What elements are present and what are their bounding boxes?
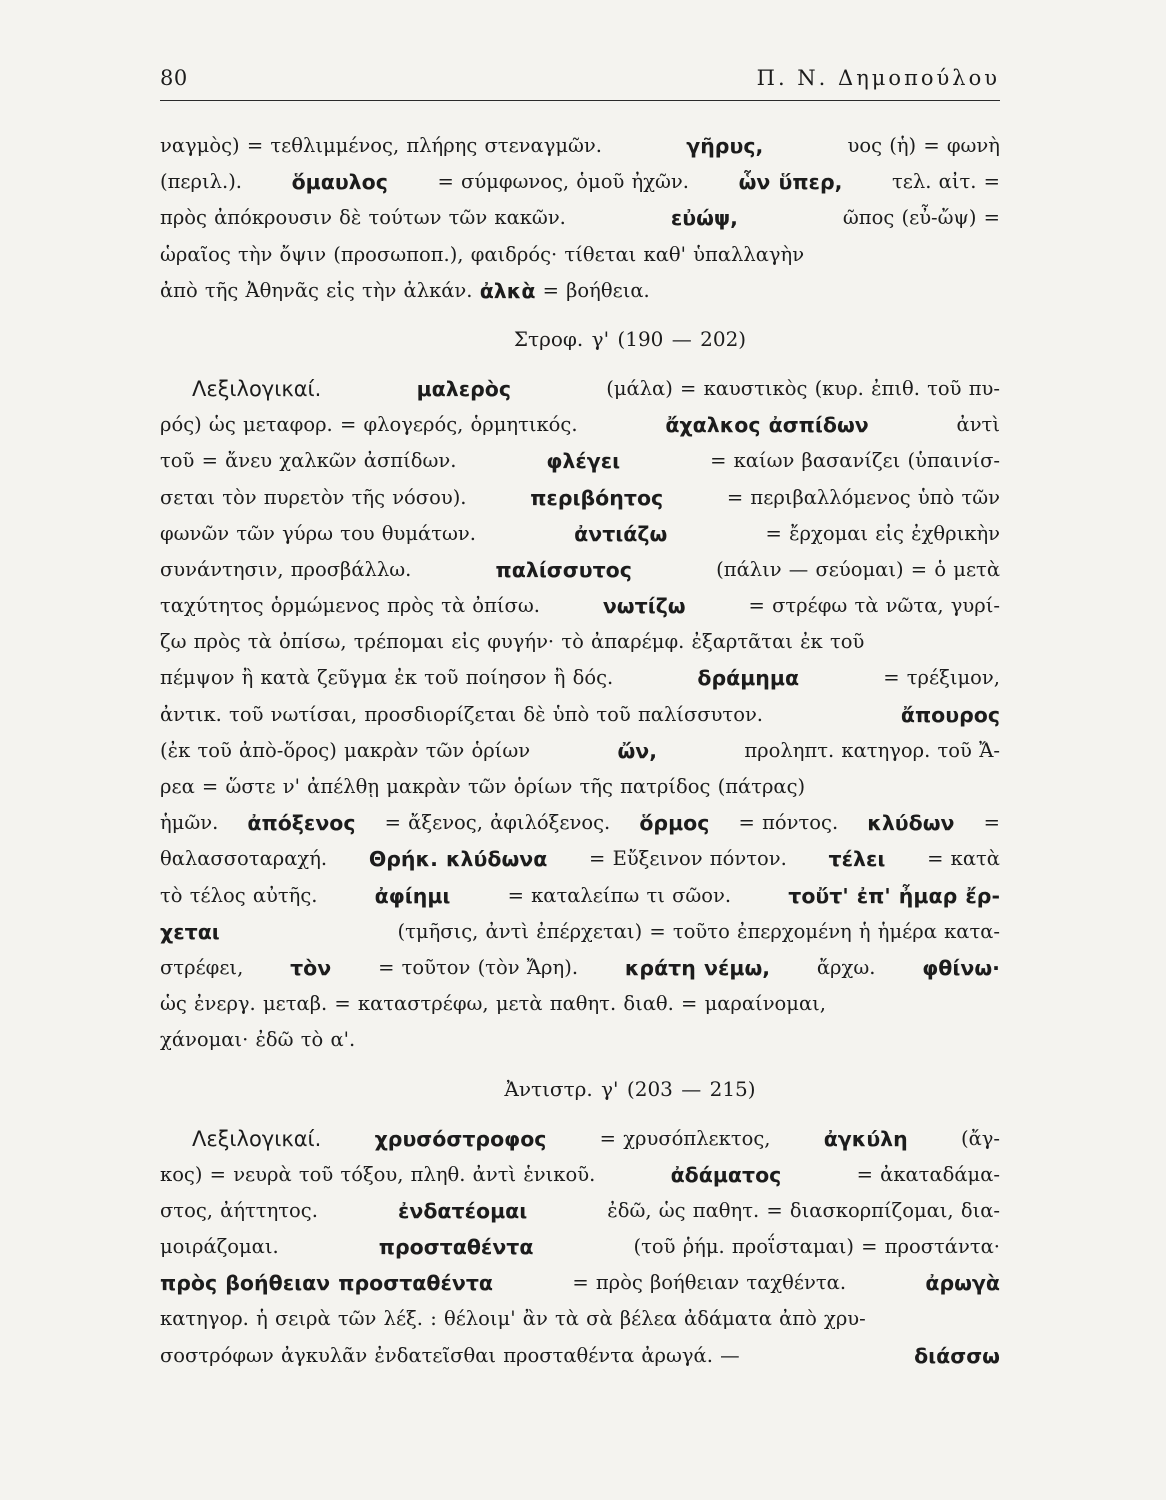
text-line: τοῦ = ἄνευ χαλκῶν ἀσπίδων. φλέγει = καίων βασανίζει (ὑπαινίσ- [160, 443, 1000, 479]
lemma: ἀντιάζω [574, 521, 668, 546]
text-line: θαλασσοταραχή. Θρήκ. κλύδωνα = Εὔξεινον πόντον. τέλει = κατὰ [160, 841, 1000, 877]
text-line: πέμψον ἢ κατὰ ζεῦγμα ἐκ τοῦ ποίησον ἢ δός. δράμημα = τρέξιμον, [160, 660, 1000, 696]
text-line: συνάντησιν, προσβάλλω. παλίσσυτος (πάλιν — σεύομαι) = ὁ μετὰ [160, 552, 1000, 588]
lemma: διάσσω [914, 1343, 1000, 1368]
lemma: τέλει [828, 847, 886, 872]
text-line: σεται τὸν πυρετὸν τῆς νόσου). περιβόητος = περιβαλλόμενος ὑπὸ τῶν [160, 480, 1000, 516]
lemma: περιβόητος [530, 485, 664, 510]
lemma: γῆρυς, [686, 134, 764, 158]
lemma: κράτη νέμω, [624, 955, 771, 980]
lemma: ὅμαυλος [291, 170, 388, 195]
lemma: μαλερὸς [416, 376, 512, 401]
lemma: ἄπουρος [900, 702, 1000, 727]
lemma: Θρήκ. κλύδωνα [368, 847, 548, 872]
text-line: ναγμὸς) = τεθλιμμένος, πλήρης στεναγμῶν. γῆρυς, υος (ἡ) = φωνὴ [160, 128, 1000, 164]
lemma: παλίσσυτος [495, 557, 632, 582]
page-number: 80 [160, 66, 188, 90]
lemma: φθίνω· [922, 955, 1000, 980]
header-rule [160, 100, 1000, 101]
lemma: ἀφίημι [374, 883, 451, 908]
text-line: ἀντικ. τοῦ νωτίσαι, προσδιορίζεται δὲ ὑπὸ τοῦ παλίσσυτον. ἄπουρος [160, 697, 1000, 733]
text-line: (περιλ.). ὅμαυλος = σύμφωνος, ὁμοῦ ἠχῶν. ὧν ὕπερ, τελ. αἰτ. = [160, 164, 1000, 200]
text-line: μοιράζομαι. προσταθέντα (τοῦ ῥήμ. προΐσταμαι) = προστάντα· [160, 1229, 1000, 1265]
subheading-lexical: Λεξιλογικαί. [192, 1126, 322, 1151]
lemma: τοὔτ' ἐπ' ἦμαρ ἔρ- [788, 883, 1000, 908]
lemma: ἀδάματος [670, 1162, 782, 1187]
text-line: κατηγορ. ἡ σειρὰ τῶν λέξ. : θέλοιμ' ἂν τὰ σὰ βέλεα ἀδάματα ἀπὸ χρυ- [160, 1307, 866, 1331]
text-line: ἀπὸ τῆς Ἀθηνᾶς εἰς τὴν ἀλκάν. ἀλκὰ = βοήθεια. [160, 273, 1000, 309]
text-line: ζω πρὸς τὰ ὀπίσω, τρέπομαι εἰς φυγήν· τὸ ἀπαρέμφ. ἐξαρτᾶται ἐκ τοῦ [160, 630, 865, 654]
lemma: προσταθέντα [378, 1235, 534, 1260]
lemma: ὤν, [617, 738, 658, 763]
lemma: χεται [160, 919, 220, 944]
text-line: τὸ τέλος αὐτῆς. ἀφίημι = καταλείπω τι σῶον. τοὔτ' ἐπ' ἦμαρ ἔρ- [160, 878, 1000, 914]
lemma: ἐνδατέομαι [397, 1198, 528, 1223]
text-line: ἡμῶν. ἀπόξενος = ἄξενος, ἀφιλόξενος. ὅρμος = πόντος. κλύδων = [160, 805, 1000, 841]
lemma: εὐώψ, [670, 206, 738, 231]
lemma: τὸν [290, 955, 332, 980]
lemma: πρὸς βοήθειαν προσταθέντα [160, 1271, 494, 1296]
text-line: ὡραῖος τὴν ὄψιν (προσωποπ.), φαιδρός· τίθεται καθ' ὑπαλλαγὴν [160, 242, 805, 266]
lemma: ἀπόξενος [247, 811, 356, 836]
lemma: ὧν ὕπερ, [738, 170, 843, 195]
page-header [160, 66, 1000, 102]
lemma: ἀρωγὰ [925, 1271, 1000, 1296]
text-line: ταχύτητος ὁρμώμενος πρὸς τὰ ὀπίσω. νωτίζω = στρέφω τὰ νῶτα, γυρί- [160, 588, 1000, 624]
lemma: δράμημα [697, 666, 800, 691]
text-line: (ἐκ τοῦ ἀπὸ-ὅρος) μακρὰν τῶν ὁρίων ὤν, προληπτ. κατηγορ. τοῦ Ἄ- [160, 733, 1000, 769]
text-line: σοστρόφων ἀγκυλᾶν ἐνδατεῖσθαι προσταθέντα ἀρωγά. — διάσσω [160, 1338, 1000, 1374]
text-line: ρός) ὡς μεταφορ. = φλογερός, ὁρμητικός. ἄχαλκος ἀσπίδων ἀντὶ [160, 407, 1000, 443]
lemma: ἀγκύλη [823, 1126, 908, 1151]
section-heading-antistrophe: Ἀντιστρ. γ' (203 — 215) [504, 1076, 756, 1101]
text-line: φωνῶν τῶν γύρω του θυμάτων. ἀντιάζω = ἔρχομαι εἰς ἐχθρικὴν [160, 516, 1000, 552]
text-line: πρὸς βοήθειαν προσταθέντα = πρὸς βοήθειαν ταχθέντα. ἀρωγὰ [160, 1265, 1000, 1301]
text-line: χεται (τμῆσις, ἀντὶ ἐπέρχεται) = τοῦτο ἐπερχομένη ἡ ἡμέρα κατα- [160, 914, 1000, 950]
text-line: στος, ἀήττητος. ἐνδατέομαι ἐδῶ, ὡς παθητ. = διασκορπίζομαι, δια- [160, 1193, 1000, 1229]
running-head: Π. Ν. Δημοπούλου [756, 66, 1000, 90]
lemma: ἀλκὰ [479, 278, 536, 303]
text-line: ὡς ἐνεργ. μεταβ. = καταστρέφω, μετὰ παθητ. διαθ. = μαραίνομαι, [160, 992, 826, 1016]
lemma: ἄχαλκος ἀσπίδων [665, 413, 869, 438]
lemma: κλύδων [867, 811, 955, 836]
subheading-lexical: Λεξιλογικαί. [192, 376, 322, 401]
text-line: πρὸς ἀπόκρουσιν δὲ τούτων τῶν κακῶν. εὐώψ, ῶπος (εὖ-ὤψ) = [160, 200, 1000, 236]
section-heading-strophe: Στροφ. γ' (190 — 202) [513, 326, 747, 351]
body-text [160, 128, 1000, 1374]
lemma: φλέγει [546, 449, 621, 474]
lemma: ὅρμος [639, 811, 710, 836]
text-line: χάνομαι· ἐδῶ τὸ α'. [160, 1028, 356, 1052]
text-line: ρεα = ὥστε ν' ἀπέλθῃ μακρὰν τῶν ὁρίων τῆς πατρίδος (πάτρας) [160, 775, 806, 798]
lemma: νωτίζω [602, 594, 686, 619]
text-line: Λεξιλογικαί. μαλερὸς (μάλα) = καυστικὸς (κυρ. ἐπιθ. τοῦ πυ- [160, 371, 1000, 407]
lemma: χρυσόστροφος [374, 1126, 547, 1151]
text-line: κος) = νευρὰ τοῦ τόξου, πληθ. ἀντὶ ἑνικοῦ. ἀδάματος = ἀκαταδάμα- [160, 1157, 1000, 1193]
text-line: στρέφει, τὸν = τοῦτον (τὸν Ἄρη). κράτη νέμω, ἄρχω. φθίνω· [160, 950, 1000, 986]
text-line: Λεξιλογικαί. χρυσόστροφος = χρυσόπλεκτος, ἀγκύλη (ἄγ- [160, 1121, 1000, 1157]
